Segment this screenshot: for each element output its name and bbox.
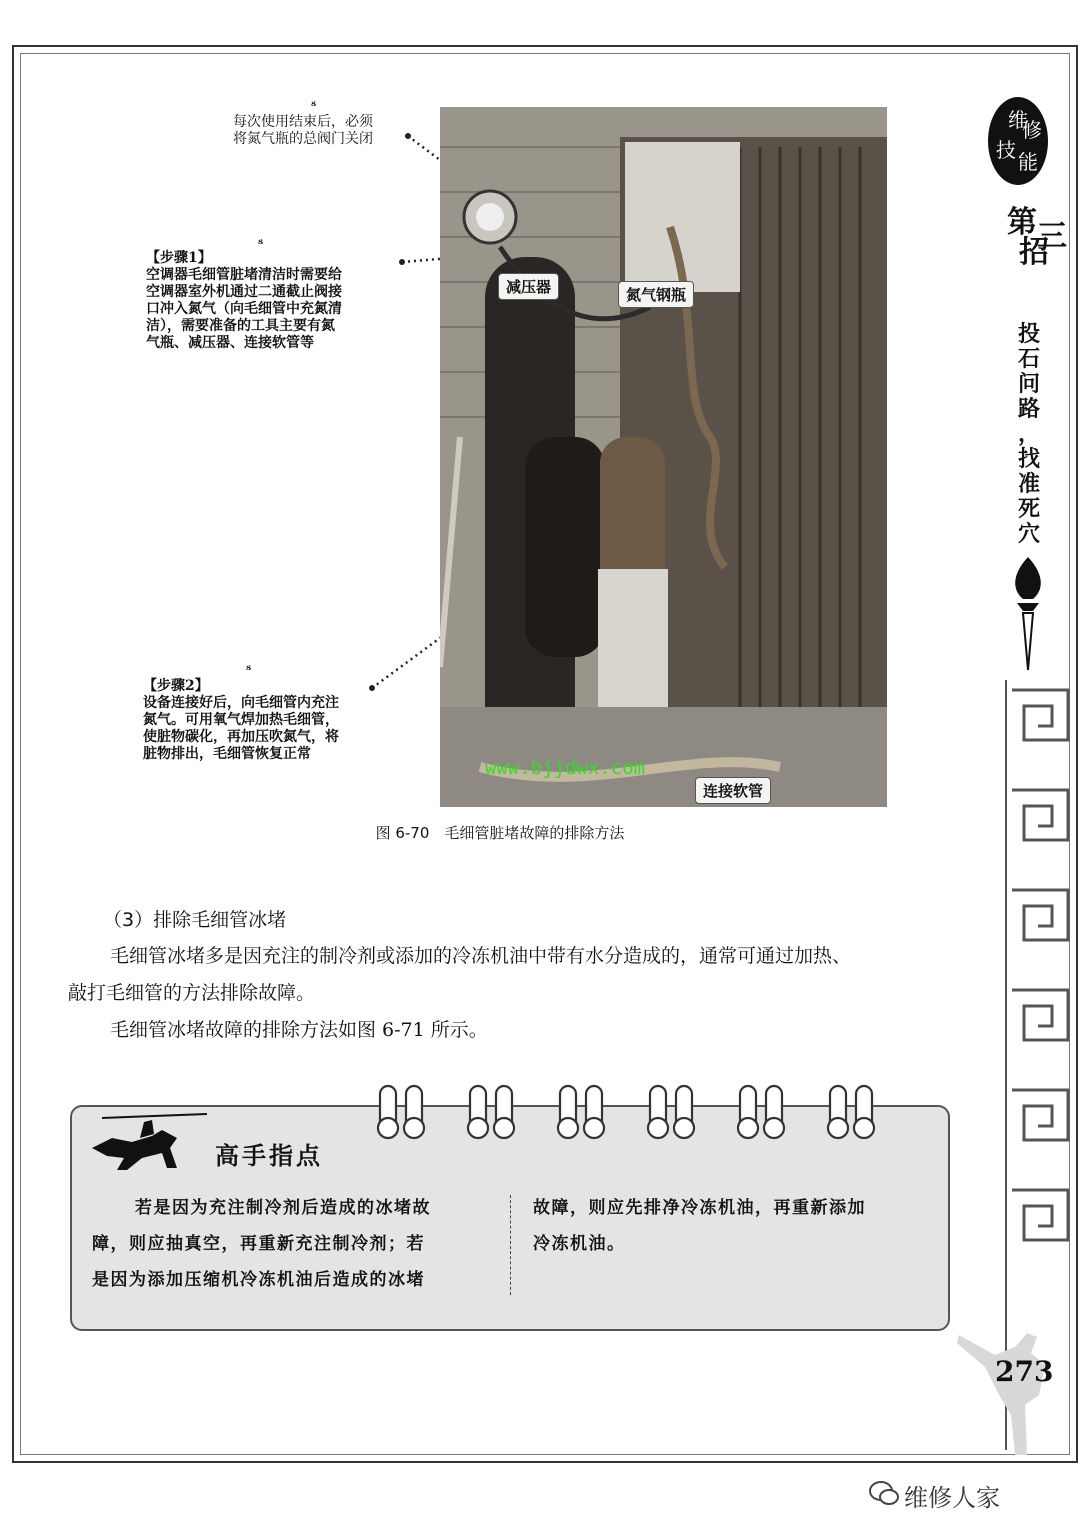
section-title: （3）排除毛细管冰堵	[103, 909, 287, 931]
tip-heading: 高手指点	[215, 1141, 323, 1170]
step2-line: 使脏物碳化，再加压吹氮气，将	[143, 729, 339, 745]
badge-char: 维	[1008, 108, 1028, 132]
paragraph-line: 敲打毛细管的方法排除故障。	[68, 982, 316, 1004]
step2-line: 设备连接好后，向毛细管内充注	[143, 695, 339, 711]
step1-line: 洁），需要准备的工具主要有氮	[146, 318, 335, 334]
repair-skill-badge	[984, 95, 1052, 190]
wechat-icon	[868, 1478, 900, 1508]
photo-url-watermark: www.bjjdwx.com	[484, 757, 646, 779]
annotation-close-valve: ᴽ 每次使用结束后，必须 将氮气瓶的总阀门关闭	[233, 99, 373, 147]
step2-title: 【步骤2】	[143, 678, 209, 694]
side-title-char: 穴	[1017, 521, 1040, 547]
step2-line: 脏物排出，毛细管恢复正常	[143, 746, 311, 762]
tip-right-line: 冷冻机油。	[533, 1234, 626, 1254]
chapter-label	[1007, 205, 1067, 270]
dagger-icon	[1003, 555, 1053, 675]
step2-line: 氮气。可用氧气焊加热毛细管，	[143, 712, 339, 728]
step1-line: 口冲入氮气（向毛细管中充氮清	[146, 301, 342, 317]
side-title-char: ，	[1017, 421, 1040, 447]
footer-watermark: 维修人家	[904, 1484, 1000, 1512]
side-title-char: 找	[1017, 446, 1040, 472]
page-number: 273	[995, 1355, 1054, 1388]
binder-rings-icon	[370, 1080, 900, 1144]
chapter-char: 招	[1019, 235, 1049, 270]
tip-right-line: 故障，则应先排净冷冻机油，再重新添加	[533, 1198, 866, 1218]
side-title-char: 准	[1017, 471, 1040, 497]
tip-left-line: 障，则应抽真空，再重新充注制冷剂；若	[92, 1234, 425, 1254]
figure-caption: 图 6-70 毛细管脏堵故障的排除方法	[375, 824, 625, 842]
chapter-char: 第	[1007, 205, 1037, 240]
badge-char: 技	[996, 138, 1016, 162]
side-title-char: 路	[1017, 396, 1040, 422]
step1-title: 【步骤1】	[146, 250, 212, 266]
side-title	[1013, 322, 1045, 547]
step1-line: 空调器毛细管脏堵清洁时需要给	[146, 267, 342, 283]
paragraph-line: 毛细管冰堵多是因充注的制冷剂或添加的冷冻机油中带有水分造成的，通常可通过加热、	[110, 945, 852, 967]
tip-left-line: 是因为添加压缩机冷冻机油后造成的冰堵	[92, 1270, 425, 1290]
annotation-step1: ᴽ 【步骤1】 空调器毛细管脏堵清洁时需要给 空调器室外机通过二通截止阀接 口冲入氮气（向毛细管中充氮清 洁），需要准备的工具主要有氮 气瓶、减压器、连接软管等	[146, 237, 342, 351]
step1-line: 气瓶、减压器、连接软管等	[146, 335, 314, 351]
badge-char: 能	[1018, 150, 1038, 174]
annotation-step2: ᴽ 【步骤2】 设备连接好后，向毛细管内充注 氮气。可用氧气焊加热毛细管， 使脏物碳化，再加压吹氮气，将 脏物排出，毛细管恢复正常	[143, 663, 339, 762]
label-hose: 连接软管	[695, 777, 771, 804]
horse-rider-icon	[82, 1108, 212, 1178]
side-title-char: 石	[1017, 346, 1040, 372]
chapter-char: 三	[1037, 219, 1067, 254]
tip-left-line: 若是因为充注制冷剂后造成的冰堵故	[135, 1198, 431, 1218]
equipment-photo	[440, 107, 887, 807]
label-nitrogen-cylinder: 氮气钢瓶	[618, 281, 694, 308]
side-title-char: 问	[1017, 371, 1040, 397]
close-valve-line: 将氮气瓶的总阀门关闭	[233, 131, 373, 147]
label-reducer: 减压器	[498, 273, 559, 300]
martial-artist-icon	[955, 1325, 1065, 1460]
tip-divider	[510, 1195, 511, 1295]
side-title-char: 投	[1017, 321, 1040, 347]
paragraph-line: 毛细管冰堵故障的排除方法如图 6-71 所示。	[110, 1019, 488, 1041]
badge-char: 修	[1022, 118, 1042, 142]
step1-line: 空调器室外机通过二通截止阀接	[146, 284, 342, 300]
close-valve-line: 每次使用结束后，必须	[233, 114, 373, 130]
photo-illustration	[440, 107, 887, 807]
side-title-char: 死	[1017, 496, 1040, 522]
